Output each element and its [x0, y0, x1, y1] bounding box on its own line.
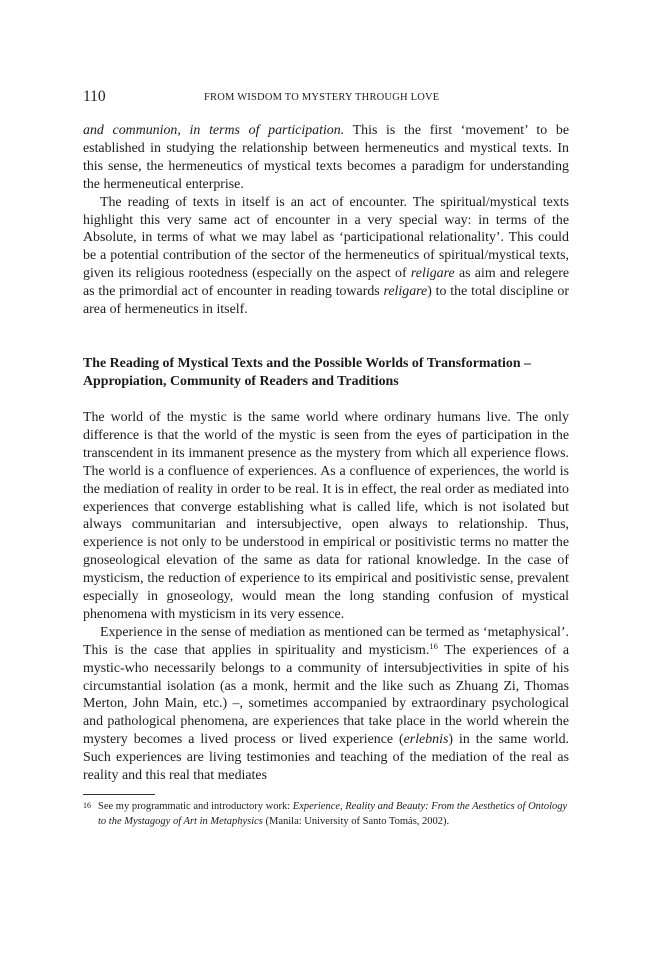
paragraph-4-text-3: ) in the same world. Such experiences are living testimonies and teaching of the mediation of the real as reality and this real that mediates — [83, 732, 569, 784]
footnote-text-1: See my programmatic and introductory work: — [98, 801, 293, 812]
paragraph-1 — [83, 122, 569, 194]
paragraph-4-italic: erlebnis — [403, 732, 449, 748]
page-number: 110 — [83, 88, 106, 105]
footnote-number: 16 — [83, 801, 91, 810]
paragraph-4 — [83, 624, 569, 785]
running-head — [83, 88, 569, 114]
paragraph-1-text: This is the first ‘movement’ to be established in studying the relationship between hermeneutics and mystical texts. In this sense, the hermeneutics of mystical texts becomes a paradigm for understanding the hermeneutical enterprise. — [83, 123, 569, 192]
paragraph-2-text-3: ) to the total discipline or area of hermeneutics in itself. — [83, 284, 569, 318]
paragraph-2 — [83, 194, 569, 319]
footnote-text-2: (Manila: University of Santo Tomás, 2002). — [262, 815, 450, 827]
book-page — [83, 88, 569, 829]
paragraph-4-text-2: The experiences of a mystic-who necessarily belongs to a community of intersubjectivities in spite of his circumstantial isolation (as a monk, hermit and the like such as Zhuang Zi, Thomas Merton, John Main, etc.) –, sometimes accompanied by extraordinary psychological and pathological phenomena, are experiences that take place in the world wherein the mystery becomes a lived process or lived experience ( — [83, 642, 569, 748]
paragraph-2-italic-1: religare — [410, 266, 455, 282]
footnote — [83, 800, 569, 829]
paragraph-2-text-1: The reading of texts in itself is an act of encounter. The spiritual/mystical texts highlight this very same act of encounter in a very special way: in terms of the Absolute, in terms of what we may label as ‘participational relationality’. This could be a potential contribution of the sector of the hermeneutics of spiritual/mystical texts, given its religious rootedness (especially on the aspect of — [83, 194, 569, 282]
paragraph-3: The world of the mystic is the same world where ordinary humans live. The only difference is that the world of the mystic is seen from the eyes of participation in the transcendent in its immanent presence as the mystery from which all experience flows. The world is a confluence of experiences. As a confluence of experiences, the world is the mediation of reality in order to be real. It is in effect, the real order as mediated into experiences that converge establishing what is called life, which is not isolated but always communitarian and intersubjective, open always to relationship. Thus, experience is not only to be understood in empirical or positivistic terms no matter the gnoseological elevation of the same as data for rational knowledge. In the case of mysticism, the reduction of experience to its empirical and positivistic sense, prevalent especially in gnoseology, would mean the long standing confusion of mystical phenomena with mysticism in its very essence. — [83, 409, 569, 622]
paragraph-2-italic-2: religare — [383, 284, 428, 300]
paragraph-2-text-2: as aim and relegere as the primordial act of encounter in reading towards — [83, 266, 569, 300]
footnote-reference[interactable]: 16 — [429, 640, 438, 651]
paragraph-1-italic-lead: and communion, in terms of participation. — [83, 123, 345, 138]
footnote-divider — [83, 794, 155, 795]
footnote-italic-title: Experience, Reality and Beauty: From the Aesthetics of Ontology to the Mystagogy of Art in Metaphysics — [98, 801, 568, 827]
section-heading: The Reading of Mystical Texts and the Possible Worlds of Transformation – Appropiation, Community of Readers and Traditions — [83, 355, 532, 389]
paragraph-4-text-1: Experience in the sense of mediation as mentioned can be termed as ‘metaphysical’. This is the case that applies in spirituality and mysticism. — [83, 624, 569, 658]
running-title: FROM WISDOM TO MYSTERY THROUGH LOVE — [204, 92, 440, 103]
